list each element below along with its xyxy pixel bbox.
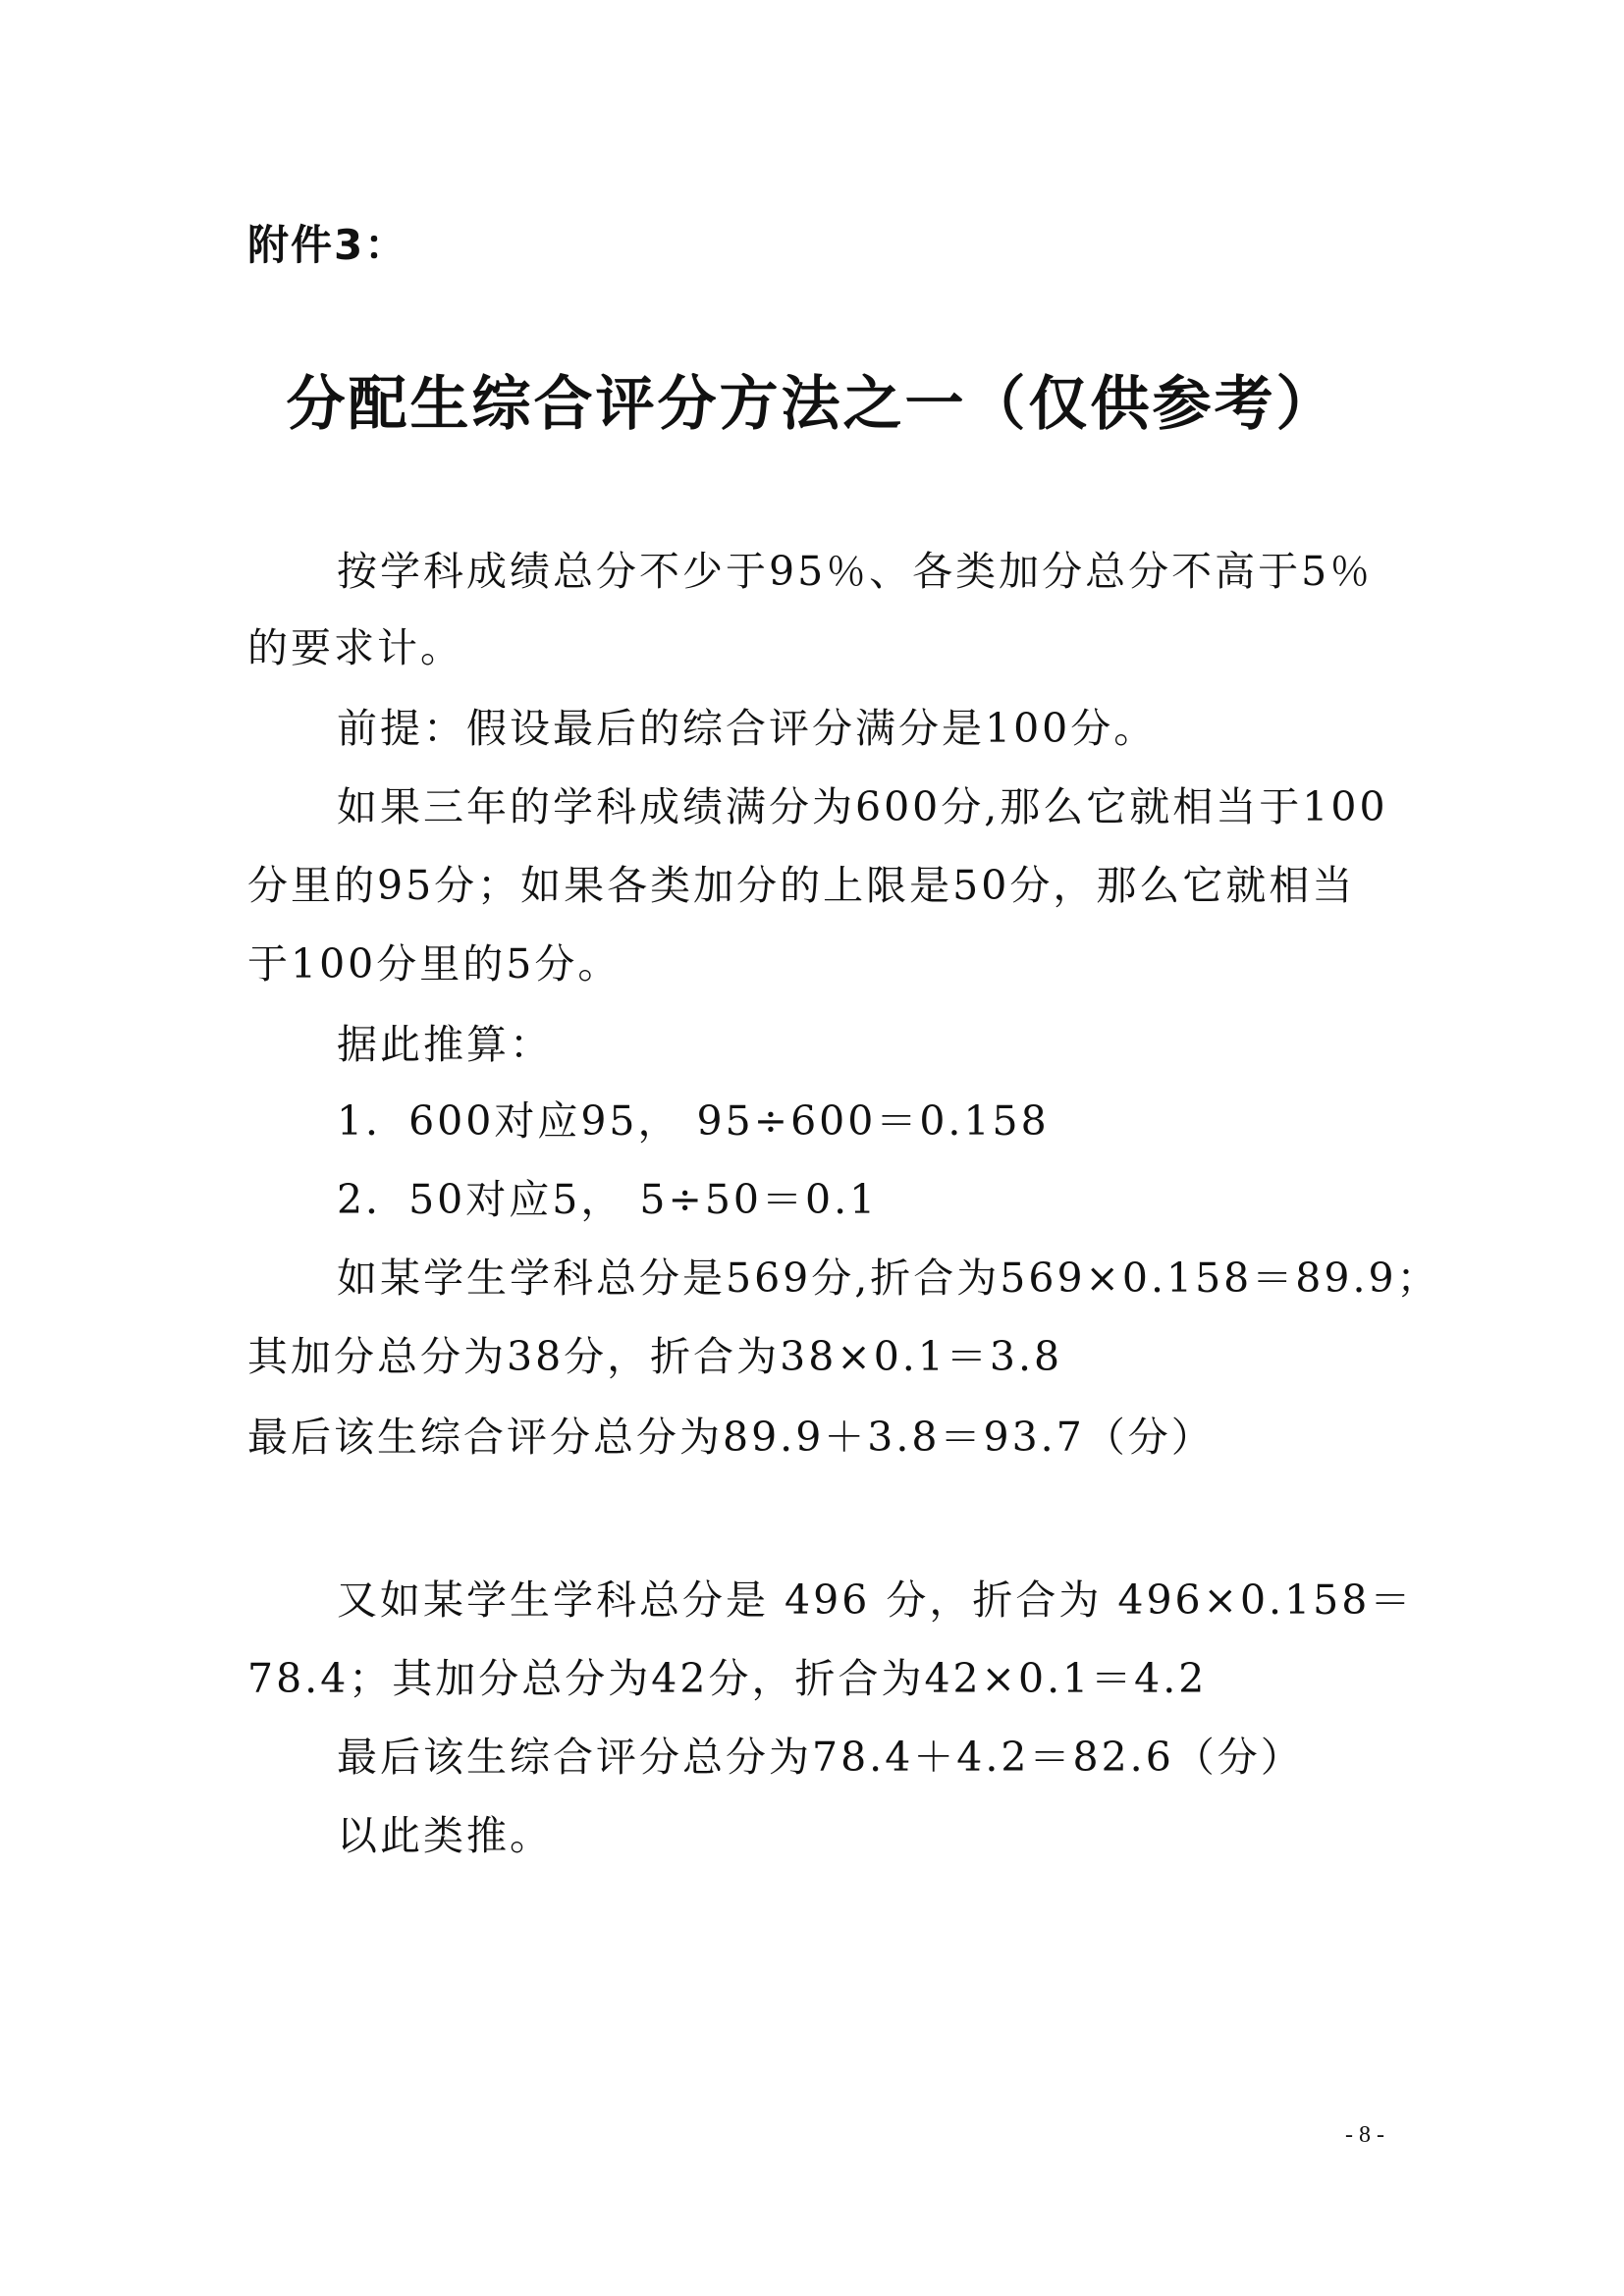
attachment-label: 附件3： [247,221,408,269]
paragraph-line: 按学科成绩总分不少于95％、各类加分总分不高于5％ [337,548,1374,595]
paragraph-line: 于100分里的5分。 [247,940,622,988]
paragraph-line: 78.4；其加分总分为42分，折合为42×0.1＝4.2 [247,1655,1208,1702]
paragraph-line: 2．50对应5， 5÷50＝0.1 [337,1176,879,1223]
paragraph-line: 最后该生综合评分总分为89.9＋3.8＝93.7（分） [247,1414,1215,1461]
paragraph-line: 其加分总分为38分，折合为38×0.1＝3.8 [247,1333,1063,1380]
paragraph-line: 又如某学生学科总分是 496 分，折合为 496×0.158＝ [337,1576,1414,1624]
paragraph-line: 以此类推。 [337,1812,553,1859]
paragraph-line: 如果三年的学科成绩满分为600分,那么它就相当于100 [337,783,1388,830]
paragraph-line: 如某学生学科总分是569分,折合为569×0.158＝89.9； [337,1255,1440,1302]
paragraph-line: 分里的95分；如果各类加分的上限是50分，那么它就相当 [247,862,1356,909]
document-title: 分配生综合评分方法之一（仅供参考） [286,370,1338,439]
paragraph-line: 1．600对应95， 95÷600＝0.158 [337,1097,1050,1145]
paragraph-line: 最后该生综合评分总分为78.4＋4.2＝82.6（分） [337,1734,1304,1781]
page-number: - 8 - [1345,2122,1384,2148]
paragraph-line: 前提：假设最后的综合评分满分是100分。 [337,705,1158,752]
paragraph-line: 的要求计。 [247,624,463,671]
paragraph-line: 据此推算： [337,1021,553,1068]
